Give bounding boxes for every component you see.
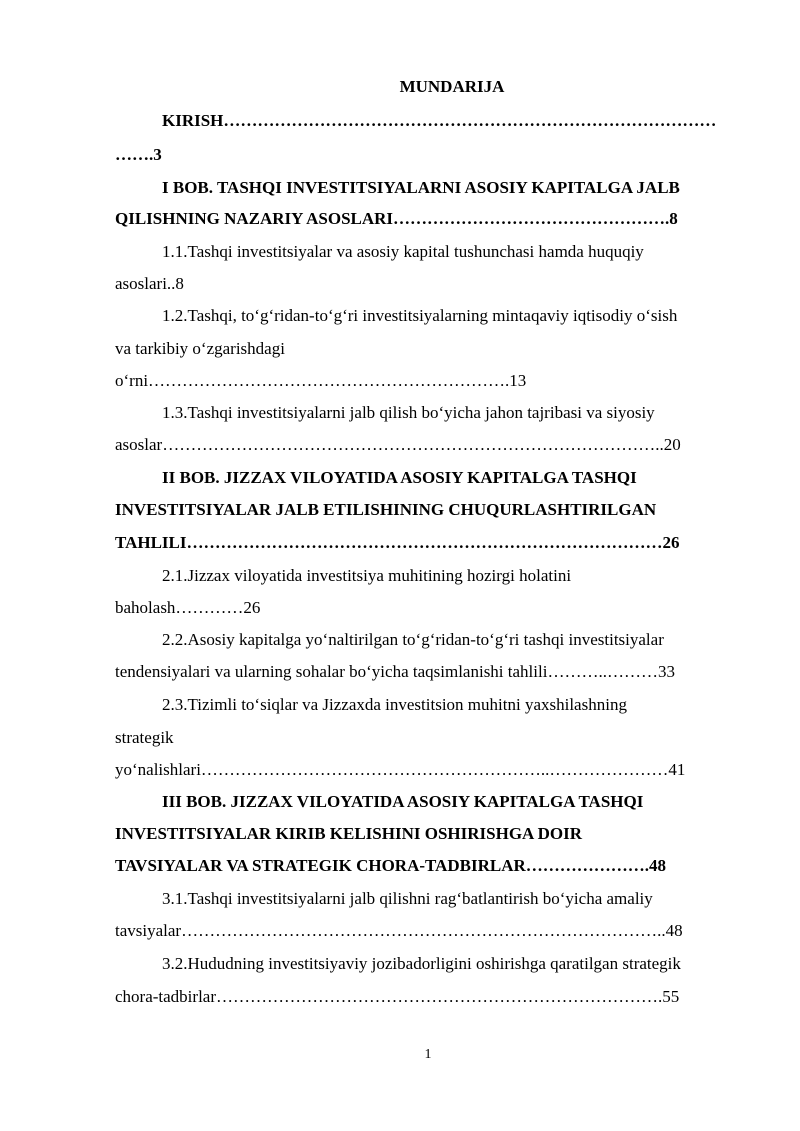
toc-section-1-1: 1.1.Tashqi investitsiyalar va asosiy kapital tushunchasi hamda huquqiy bbox=[162, 242, 644, 261]
toc-section-2-3-cont2: yo‘nalishlari……………………………………………………..…………………41 bbox=[115, 760, 686, 779]
toc-section-1-3: 1.3.Tashqi investitsiyalarni jalb qilish bo‘yicha jahon tajribasi va siyosiy bbox=[162, 403, 655, 422]
toc-section-1-2-cont: va tarkibiy o‘zgarishdagi bbox=[115, 339, 285, 358]
toc-section-2-2: 2.2.Asosiy kapitalga yo‘naltirilgan to‘g‘ridan-to‘g‘ri tashqi investitsiyalar bbox=[162, 630, 664, 649]
toc-chapter-3-heading-cont: INVESTITSIYALAR KIRIB KELISHINI OSHIRISHGA DOIR bbox=[115, 824, 583, 843]
toc-chapter-1-heading-cont: QILISHNING NAZARIY ASOSLARI………………………………………….8 bbox=[115, 209, 678, 228]
toc-section-1-2: 1.2.Tashqi, to‘g‘ridan-to‘g‘ri investitsiyalarning mintaqaviy iqtisodiy o‘sish bbox=[162, 306, 678, 325]
toc-section-2-3: 2.3.Tizimli to‘siqlar va Jizzaxda investitsion muhitni yaxshilashning bbox=[162, 695, 627, 714]
toc-chapter-2-heading: II BOB. JIZZAX VILOYATIDA ASOSIY KAPITALGA TASHQI bbox=[162, 468, 637, 487]
toc-section-2-3-cont: strategik bbox=[115, 728, 174, 747]
toc-entry-kirish-page: …….3 bbox=[115, 145, 162, 164]
toc-section-2-2-cont: tendensiyalari va ularning sohalar bo‘yicha taqsimlanishi tahlili………..………33 bbox=[115, 662, 675, 681]
page-number: 1 bbox=[424, 1047, 432, 1062]
page-title: MUNDARIJA bbox=[399, 77, 505, 96]
toc-entry-kirish: KIRISH…………………………………………………………………………… bbox=[162, 111, 717, 130]
toc-chapter-1-heading: I BOB. TASHQI INVESTITSIYALARNI ASOSIY KAPITALGA JALB bbox=[162, 178, 680, 197]
toc-section-1-2-cont2: o‘rni……………………………………………………….13 bbox=[115, 371, 527, 390]
toc-section-3-2-cont: chora-tadbirlar…………………………………………………………………….55 bbox=[115, 987, 680, 1006]
toc-section-2-1: 2.1.Jizzax viloyatida investitsiya muhitining hozirgi holatini bbox=[162, 566, 572, 585]
toc-section-1-3-cont: asoslar……………………………………………………………………………..20 bbox=[115, 435, 681, 454]
toc-section-2-1-cont: baholash…………26 bbox=[115, 598, 261, 617]
toc-section-3-1: 3.1.Tashqi investitsiyalarni jalb qilishni rag‘batlantirish bo‘yicha amaliy bbox=[162, 889, 653, 908]
toc-section-3-2: 3.2.Hududning investitsiyaviy jozibadorligini oshirishga qaratilgan strategik bbox=[162, 954, 681, 973]
toc-chapter-2-heading-cont: INVESTITSIYALAR JALB ETILISHINING CHUQURLASHTIRILGAN bbox=[115, 500, 657, 519]
toc-chapter-3-heading: III BOB. JIZZAX VILOYATIDA ASOSIY KAPITALGA TASHQI bbox=[162, 792, 644, 811]
toc-chapter-2-heading-cont2: TAHLILI…………………………………………………………………………26 bbox=[115, 533, 680, 552]
toc-section-1-1-cont: asoslari..8 bbox=[115, 274, 184, 293]
toc-section-3-1-cont: tavsiyalar…………………………………………………………………………..48 bbox=[115, 921, 683, 940]
toc-chapter-3-heading-cont2: TAVSIYALAR VA STRATEGIK CHORA-TADBIRLAR………………….48 bbox=[115, 856, 667, 875]
